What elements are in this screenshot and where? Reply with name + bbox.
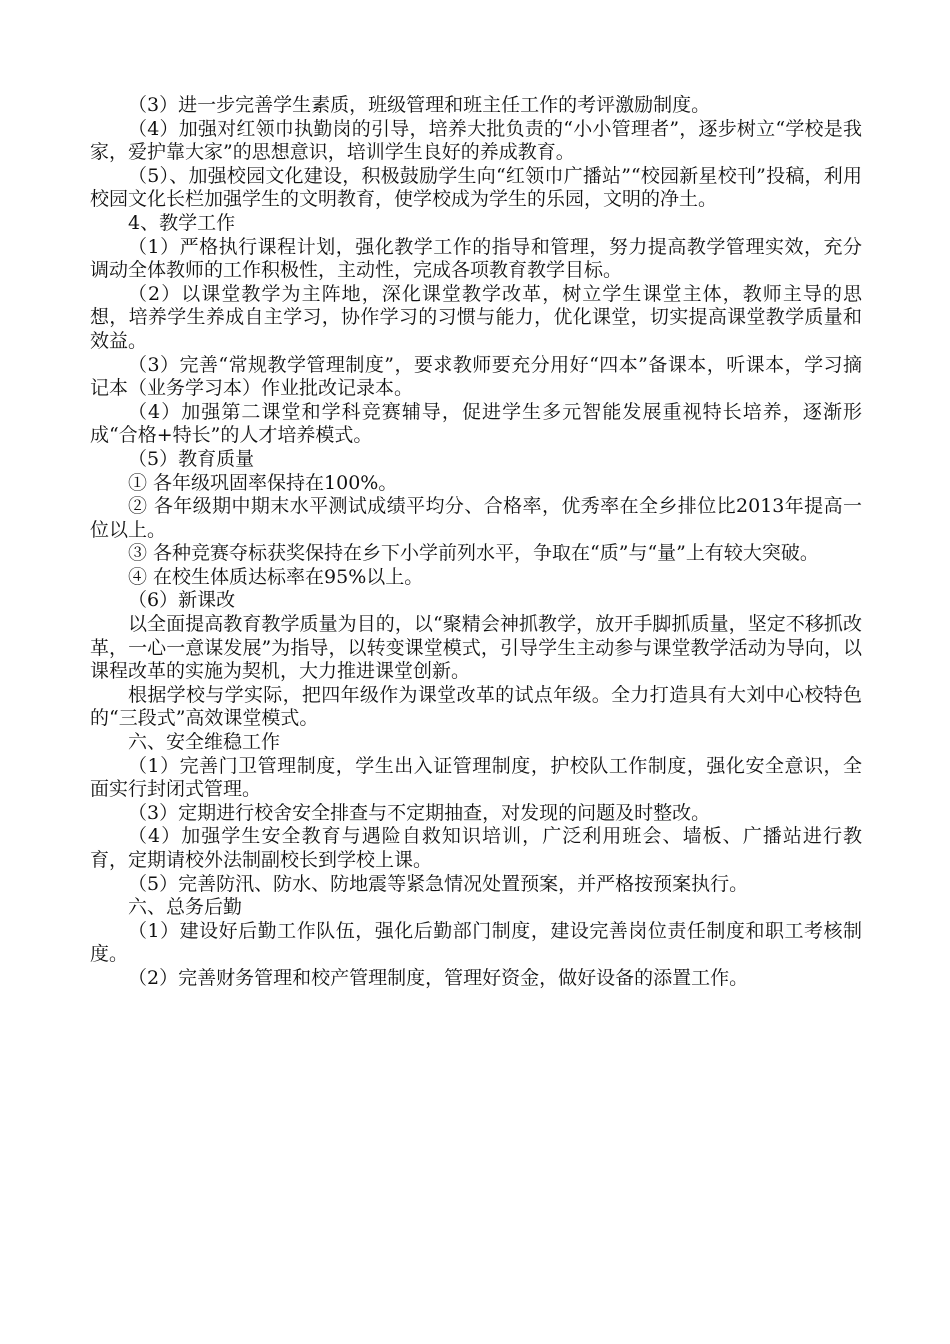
list-item-competitions: ③ 各种竞赛夺标获奖保持在乡下小学前列水平，争取在“质”与“量”上有较大突破。 <box>128 542 819 565</box>
paragraph-finance-management: （2）完善财务管理和校产管理制度，管理好资金，做好设备的添置工作。 <box>128 966 749 989</box>
section-heading-teaching: 4、教学工作 <box>128 211 236 234</box>
subheading-new-curriculum: （6）新课改 <box>128 589 236 612</box>
paragraph-gate-management: （1）完善门卫管理制度，学生出入证管理制度，护校队工作制度，强化安全意识，全面实行封闭式管理。 <box>90 754 862 801</box>
paragraph-red-scarf-duty: （4）加强对红领巾执勤岗的引导，培养大批负责的“小小管理者”，逐步树立“学校是我家，爱护靠大家”的思想意识，培训学生良好的养成教育。 <box>90 117 862 164</box>
paragraph-campus-culture: （5）、加强校园文化建设，积极鼓励学生向“红领巾广播站”“校园新星校刊”投稿，利用校园文化长栏加强学生的文明教育，使学校成为学生的乐园，文明的净土。 <box>90 164 862 211</box>
paragraph-building-inspection: （3）定期进行校舍安全排查与不定期抽查，对发现的问题及时整改。 <box>128 801 711 824</box>
paragraph-safety-education: （4）加强学生安全教育与遇险自救知识培训，广泛利用班会、墙板、广播站进行教育，定期请校外法制副校长到学校上课。 <box>90 825 862 871</box>
paragraph-emergency-plan: （5）完善防汛、防水、防地震等紧急情况处置预案，并严格按预案执行。 <box>128 872 749 895</box>
section-heading-logistics: 六、总务后勤 <box>128 896 243 919</box>
paragraph-student-quality: （3）进一步完善学生素质，班级管理和班主任工作的考评激励制度。 <box>128 94 711 116</box>
list-item-fitness-rate: ④ 在校生体质达标率在95%以上。 <box>128 565 424 588</box>
paragraph-classroom-reform: （2）以课堂教学为主阵地，深化课堂教学改革，树立学生课堂主体，教师主导的思想，培养学生养成自主学习，协作学习的习惯与能力，优化课堂，切实提高课堂教学质量和效益。 <box>90 282 862 352</box>
paragraph-logistics-team: （1）建设好后勤工作队伍，强化后勤部门制度，建设完善岗位责任制度和职工考核制度。 <box>90 919 862 966</box>
list-item-retention-rate: ① 各年级巩固率保持在100%。 <box>128 471 398 494</box>
paragraph-curriculum-guideline: 以全面提高教育教学质量为目的，以“聚精会神抓教学，放开手脚抓质量，坚定不移抓改革，一心一意谋发展”为指导，以转变课堂模式，引导学生主动参与课堂教学活动为导向，以课程改革的实施为契机，大力推进课堂创新。 <box>90 613 862 683</box>
paragraph-pilot-grade: 根据学校与学实际，把四年级作为课堂改革的试点年级。全力打造具有大刘中心校特色的“三段式”高效课堂模式。 <box>90 683 862 730</box>
paragraph-routine-management: （3）完善“常规教学管理制度”，要求教师要充分用好“四本”备课本，听课本，学习摘记本（业务学习本）作业批改记录本。 <box>90 353 862 400</box>
section-heading-safety: 六、安全维稳工作 <box>128 731 281 754</box>
list-item-test-scores: ② 各年级期中期末水平测试成绩平均分、合格率，优秀率在全乡排位比2013年提高一位以上。 <box>90 495 862 541</box>
paragraph-curriculum-plan: （1）严格执行课程计划，强化教学工作的指导和管理，努力提高教学管理实效，充分调动全体教师的工作积极性，主动性，完成各项教育教学目标。 <box>90 235 862 282</box>
subheading-education-quality: （5）教育质量 <box>128 447 255 470</box>
document-page <box>90 94 862 991</box>
paragraph-second-classroom: （4）加强第二课堂和学科竞赛辅导，促进学生多元智能发展重视特长培养，逐渐形成“合格+特长”的人才培养模式。 <box>90 400 862 447</box>
